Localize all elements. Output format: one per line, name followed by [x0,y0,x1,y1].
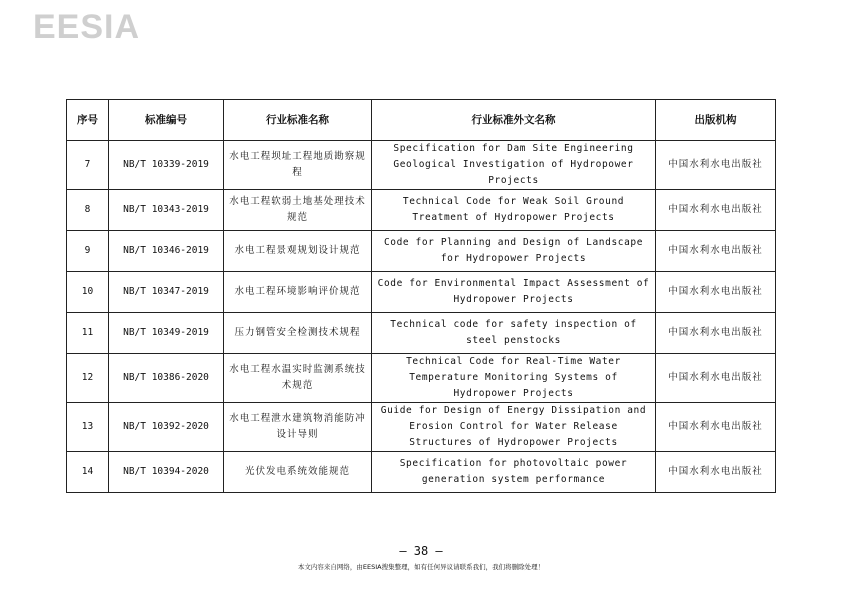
cell-standard-code: NB/T 10386-2020 [109,354,224,403]
cell-serial-no: 9 [67,231,109,272]
disclaimer-text: 本文内容来自网络，由EESIA搜集整理，如有任何异议请联系我们，我们将删除处理！ [297,563,545,571]
cell-standard-english-name: Technical code for safety inspection of steel penstocks [372,313,656,354]
eesia-logo: EESIA [33,8,141,46]
cell-serial-no: 8 [67,190,109,231]
cell-standard-name: 压力钢管安全检测技术规程 [224,313,372,354]
cell-publisher: 中国水利水电出版社 [656,272,776,313]
cell-standard-name: 水电工程环境影响评价规范 [224,272,372,313]
cell-standard-code: NB/T 10343-2019 [109,190,224,231]
cell-standard-english-name: Technical Code for Weak Soil Ground Treatment of Hydropower Projects [372,190,656,231]
cell-standard-name: 水电工程泄水建筑物消能防冲设计导则 [224,403,372,452]
cell-standard-name: 水电工程水温实时监测系统技术规范 [224,354,372,403]
header-publisher: 出版机构 [656,100,776,141]
cell-publisher: 中国水利水电出版社 [656,190,776,231]
cell-serial-no: 12 [67,354,109,403]
header-standard-english-name: 行业标准外文名称 [372,100,656,141]
cell-standard-code: NB/T 10394-2020 [109,452,224,493]
cell-standard-code: NB/T 10339-2019 [109,141,224,190]
table-row [67,313,776,354]
cell-standard-name: 水电工程景观规划设计规范 [224,231,372,272]
cell-standard-english-name: Guide for Design of Energy Dissipation and Erosion Control for Water Release Structures of Hydropower Projects [372,403,656,452]
header-standard-code: 标准编号 [109,100,224,141]
cell-standard-english-name: Specification for Dam Site Engineering Geological Investigation of Hydropower Projects [372,141,656,190]
standards-table [66,99,776,493]
cell-standard-english-name: Specification for photovoltaic power generation system performance [372,452,656,493]
cell-serial-no: 14 [67,452,109,493]
cell-publisher: 中国水利水电出版社 [656,313,776,354]
cell-serial-no: 10 [67,272,109,313]
cell-serial-no: 7 [67,141,109,190]
cell-standard-name: 水电工程坝址工程地质勘察规程 [224,141,372,190]
cell-standard-name: 水电工程软弱土地基处理技术规范 [224,190,372,231]
cell-standard-code: NB/T 10346-2019 [109,231,224,272]
cell-publisher: 中国水利水电出版社 [656,354,776,403]
cell-standard-english-name: Code for Planning and Design of Landscape for Hydropower Projects [372,231,656,272]
table-row [67,272,776,313]
cell-publisher: 中国水利水电出版社 [656,403,776,452]
table-row [67,190,776,231]
table-row [67,231,776,272]
cell-serial-no: 13 [67,403,109,452]
cell-standard-code: NB/T 10349-2019 [109,313,224,354]
cell-publisher: 中国水利水电出版社 [656,452,776,493]
cell-publisher: 中国水利水电出版社 [656,141,776,190]
cell-standard-english-name: Technical Code for Real-Time Water Temperature Monitoring Systems of Hydropower Projects [372,354,656,403]
cell-standard-english-name: Code for Environmental Impact Assessment of Hydropower Projects [372,272,656,313]
table-row [67,141,776,190]
cell-serial-no: 11 [67,313,109,354]
cell-standard-name: 光伏发电系统效能规范 [224,452,372,493]
cell-standard-code: NB/T 10392-2020 [109,403,224,452]
table-header-row [67,100,776,141]
cell-standard-code: NB/T 10347-2019 [109,272,224,313]
cell-publisher: 中国水利水电出版社 [656,231,776,272]
table-row [67,354,776,403]
page-number: — 38 — [399,544,443,558]
table-row [67,452,776,493]
header-standard-name: 行业标准名称 [224,100,372,141]
header-serial-no: 序号 [67,100,109,141]
table-row [67,403,776,452]
